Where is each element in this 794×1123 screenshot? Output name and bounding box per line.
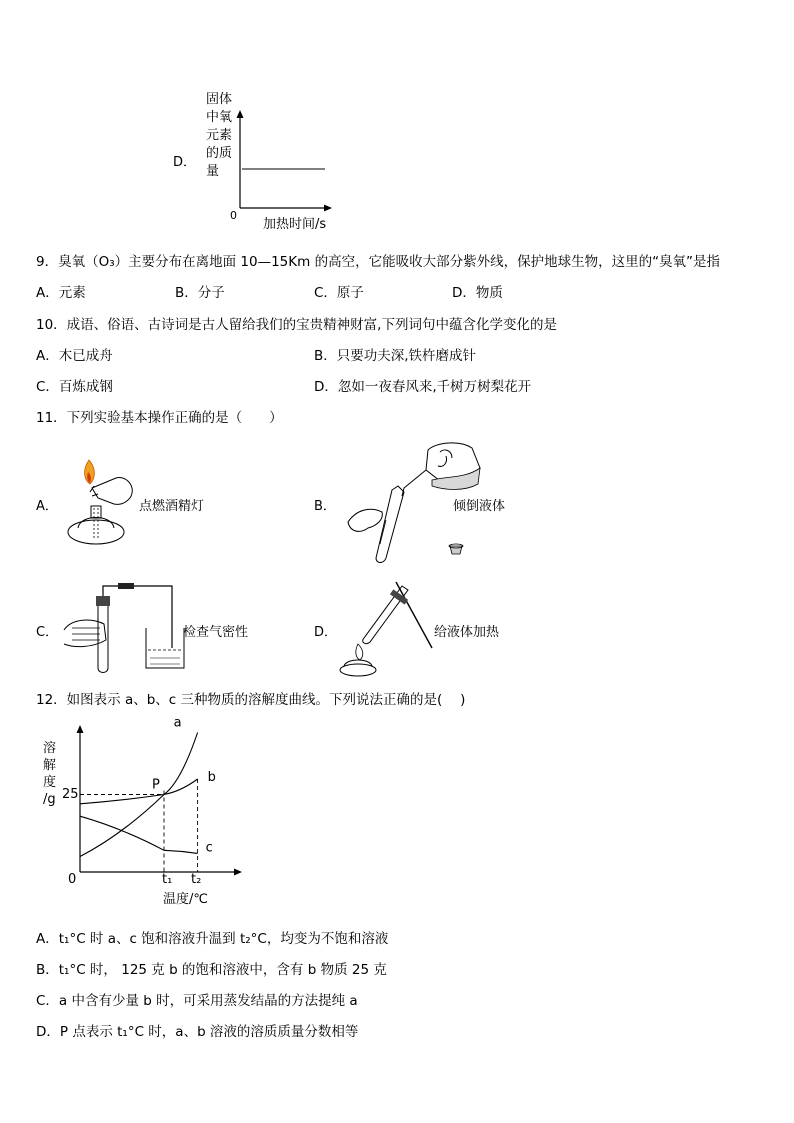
q11-stem: 11．下列实验基本操作正确的是（ ） — [36, 410, 283, 426]
q10-option-d: D．忽如一夜春风来,千树万树梨花开 — [314, 379, 532, 395]
chart-x-tick-t2: t₂ — [191, 872, 202, 887]
q12-stem: 12．如图表示 a、b、c 三种物质的溶解度曲线。下列说法正确的是( ) — [36, 692, 466, 708]
q11-option-c-caption: 检查气密性 — [183, 625, 249, 640]
q8-xlabel: 加热时间/s — [263, 217, 327, 232]
q12-option-c: C．a 中含有少量 b 时，可采用蒸发结晶的方法提纯 a — [36, 993, 358, 1009]
chart-y-tick-25: 25 — [62, 787, 79, 802]
chart-x-arrow — [234, 869, 242, 876]
series-b-line — [80, 779, 198, 804]
q11-option-d-caption: 给液体加热 — [434, 625, 500, 640]
q11-option-b-letter: B． — [314, 499, 336, 514]
q12-option-a: A．t₁°C 时 a、c 饱和溶液升温到 t₂°C，均变为不饱和溶液 — [36, 931, 389, 947]
q9-option-c: C．原子 — [314, 285, 364, 301]
q8-x-arrow — [324, 205, 332, 212]
q8-ylabel-line-3: 元素 — [206, 128, 233, 143]
q10-option-a: A．木已成舟 — [36, 348, 113, 364]
chart-xlabel: 温度/℃ — [163, 892, 208, 907]
q11-option-a-caption: 点燃酒精灯 — [139, 499, 205, 514]
q11-option-d-letter: D． — [314, 625, 338, 640]
q10-option-b: B．只要功夫深,铁杵磨成针 — [314, 348, 477, 364]
series-c-label: c — [205, 840, 213, 856]
chart-ylabel-line-2: 解 — [43, 758, 57, 773]
q12-option-b: B．t₁°C 时， 125 克 b 的饱和溶液中，含有 b 物质 25 克 — [36, 962, 387, 978]
q9-option-b: B．分子 — [175, 285, 225, 301]
q8-option-d-letter: D． — [173, 155, 197, 170]
q8-ylabel-line-5: 量 — [206, 164, 220, 179]
q12-option-d: D．P 点表示 t₁°C 时，a、b 溶液的溶质质量分数相等 — [36, 1024, 359, 1040]
q10-option-c: C．百炼成钢 — [36, 379, 113, 395]
flame-icon — [356, 644, 363, 660]
q10-stem: 10．成语、俗语、古诗词是古人留给我们的宝贵精神财富,下列词句中蕴含化学变化的是 — [36, 317, 557, 333]
solubility-chart — [62, 715, 242, 872]
q11-a-illustration — [64, 458, 144, 548]
chart-ylabel-line-3: 度 — [43, 775, 57, 790]
q9-option-a: A．元素 — [36, 285, 86, 301]
q8-ylabel-line-4: 的质 — [206, 146, 233, 161]
chart-origin: 0 — [68, 872, 77, 887]
q11-option-c-letter: C． — [36, 625, 59, 640]
q9-stem: 9．臭氧（O₃）主要分布在离地面 10—15Km 的高空，它能吸收大部分紫外线，保护地球生物，这里的“臭氧”是指 — [36, 254, 721, 270]
chart-ylabel-line-1: 溶 — [43, 741, 57, 756]
q8-ylabel-line-1: 固体 — [206, 92, 233, 107]
q11-d-illustration — [336, 578, 446, 678]
series-a-label: a — [173, 715, 182, 731]
q11-c-illustration — [62, 578, 192, 678]
q11-option-a-letter: A． — [36, 499, 58, 514]
chart-ylabel-line-4: /g — [43, 792, 56, 807]
series-b-label: b — [207, 770, 216, 785]
q11-option-b-caption: 倾倒液体 — [453, 499, 506, 514]
q9-option-d: D．物质 — [452, 285, 503, 301]
chart-ylabel — [43, 740, 56, 808]
q8-ylabel-line-2: 中氧 — [206, 110, 233, 125]
point-p-label: P — [152, 777, 160, 793]
series-c-line — [80, 816, 198, 853]
chart-y-arrow — [77, 725, 84, 733]
chart-x-tick-t1: t₁ — [162, 872, 173, 887]
q8-origin: 0 — [230, 209, 237, 222]
q8-y-arrow — [237, 110, 244, 118]
